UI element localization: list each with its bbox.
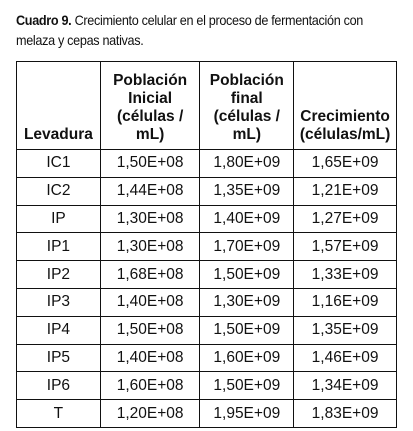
table-row xyxy=(17,400,397,428)
table-row xyxy=(17,344,397,372)
cell-poblacion-inicial: 1,44E+08 xyxy=(100,177,200,205)
cell-levadura: IP2 xyxy=(17,261,101,289)
column-header-poblacion-final: Población final (células / mL) xyxy=(200,62,294,150)
cell-growth-table xyxy=(16,61,397,428)
table-header-row xyxy=(17,62,397,150)
cell-poblacion-inicial: 1,40E+08 xyxy=(100,344,200,372)
cell-crecimiento: 1,57E+09 xyxy=(294,233,397,261)
cell-crecimiento: 1,21E+09 xyxy=(294,177,397,205)
caption-label: Cuadro 9. xyxy=(16,13,72,28)
table-row xyxy=(17,150,397,178)
cell-poblacion-inicial: 1,40E+08 xyxy=(100,288,200,316)
cell-poblacion-inicial: 1,20E+08 xyxy=(100,400,200,428)
cell-levadura: IP6 xyxy=(17,372,101,400)
table-row xyxy=(17,177,397,205)
cell-poblacion-inicial: 1,60E+08 xyxy=(100,372,200,400)
cell-poblacion-inicial: 1,50E+08 xyxy=(100,316,200,344)
cell-crecimiento: 1,34E+09 xyxy=(294,372,397,400)
column-header-crecimiento: Crecimiento (células/mL) xyxy=(294,62,397,150)
cell-poblacion-final: 1,60E+09 xyxy=(200,344,294,372)
cell-poblacion-inicial: 1,30E+08 xyxy=(100,205,200,233)
cell-poblacion-final: 1,70E+09 xyxy=(200,233,294,261)
cell-poblacion-final: 1,35E+09 xyxy=(200,177,294,205)
cell-levadura: IP3 xyxy=(17,288,101,316)
caption-text: Crecimiento celular en el proceso de fermentación con melaza y cepas nativas. xyxy=(16,13,364,48)
cell-poblacion-inicial: 1,68E+08 xyxy=(100,261,200,289)
cell-poblacion-inicial: 1,50E+08 xyxy=(100,150,200,178)
cell-crecimiento: 1,16E+09 xyxy=(294,288,397,316)
cell-levadura: IP5 xyxy=(17,344,101,372)
cell-levadura: IP4 xyxy=(17,316,101,344)
cell-levadura: IP xyxy=(17,205,101,233)
column-header-levadura: Levadura xyxy=(17,62,101,150)
table-caption xyxy=(16,11,374,51)
cell-poblacion-final: 1,80E+09 xyxy=(200,150,294,178)
table-row xyxy=(17,316,397,344)
cell-poblacion-final: 1,50E+09 xyxy=(200,372,294,400)
cell-crecimiento: 1,27E+09 xyxy=(294,205,397,233)
table-row xyxy=(17,372,397,400)
table-row xyxy=(17,233,397,261)
cell-poblacion-final: 1,95E+09 xyxy=(200,400,294,428)
cell-levadura: IP1 xyxy=(17,233,101,261)
cell-crecimiento: 1,46E+09 xyxy=(294,344,397,372)
table-row xyxy=(17,288,397,316)
cell-levadura: IC2 xyxy=(17,177,101,205)
cell-crecimiento: 1,83E+09 xyxy=(294,400,397,428)
cell-levadura: T xyxy=(17,400,101,428)
cell-crecimiento: 1,35E+09 xyxy=(294,316,397,344)
column-header-poblacion-inicial: Población Inicial (células / mL) xyxy=(100,62,200,150)
cell-poblacion-final: 1,30E+09 xyxy=(200,288,294,316)
cell-crecimiento: 1,65E+09 xyxy=(294,150,397,178)
cell-levadura: IC1 xyxy=(17,150,101,178)
table-row xyxy=(17,205,397,233)
cell-crecimiento: 1,33E+09 xyxy=(294,261,397,289)
cell-poblacion-final: 1,40E+09 xyxy=(200,205,294,233)
cell-poblacion-inicial: 1,30E+08 xyxy=(100,233,200,261)
table-row xyxy=(17,261,397,289)
cell-poblacion-final: 1,50E+09 xyxy=(200,261,294,289)
cell-poblacion-final: 1,50E+09 xyxy=(200,316,294,344)
